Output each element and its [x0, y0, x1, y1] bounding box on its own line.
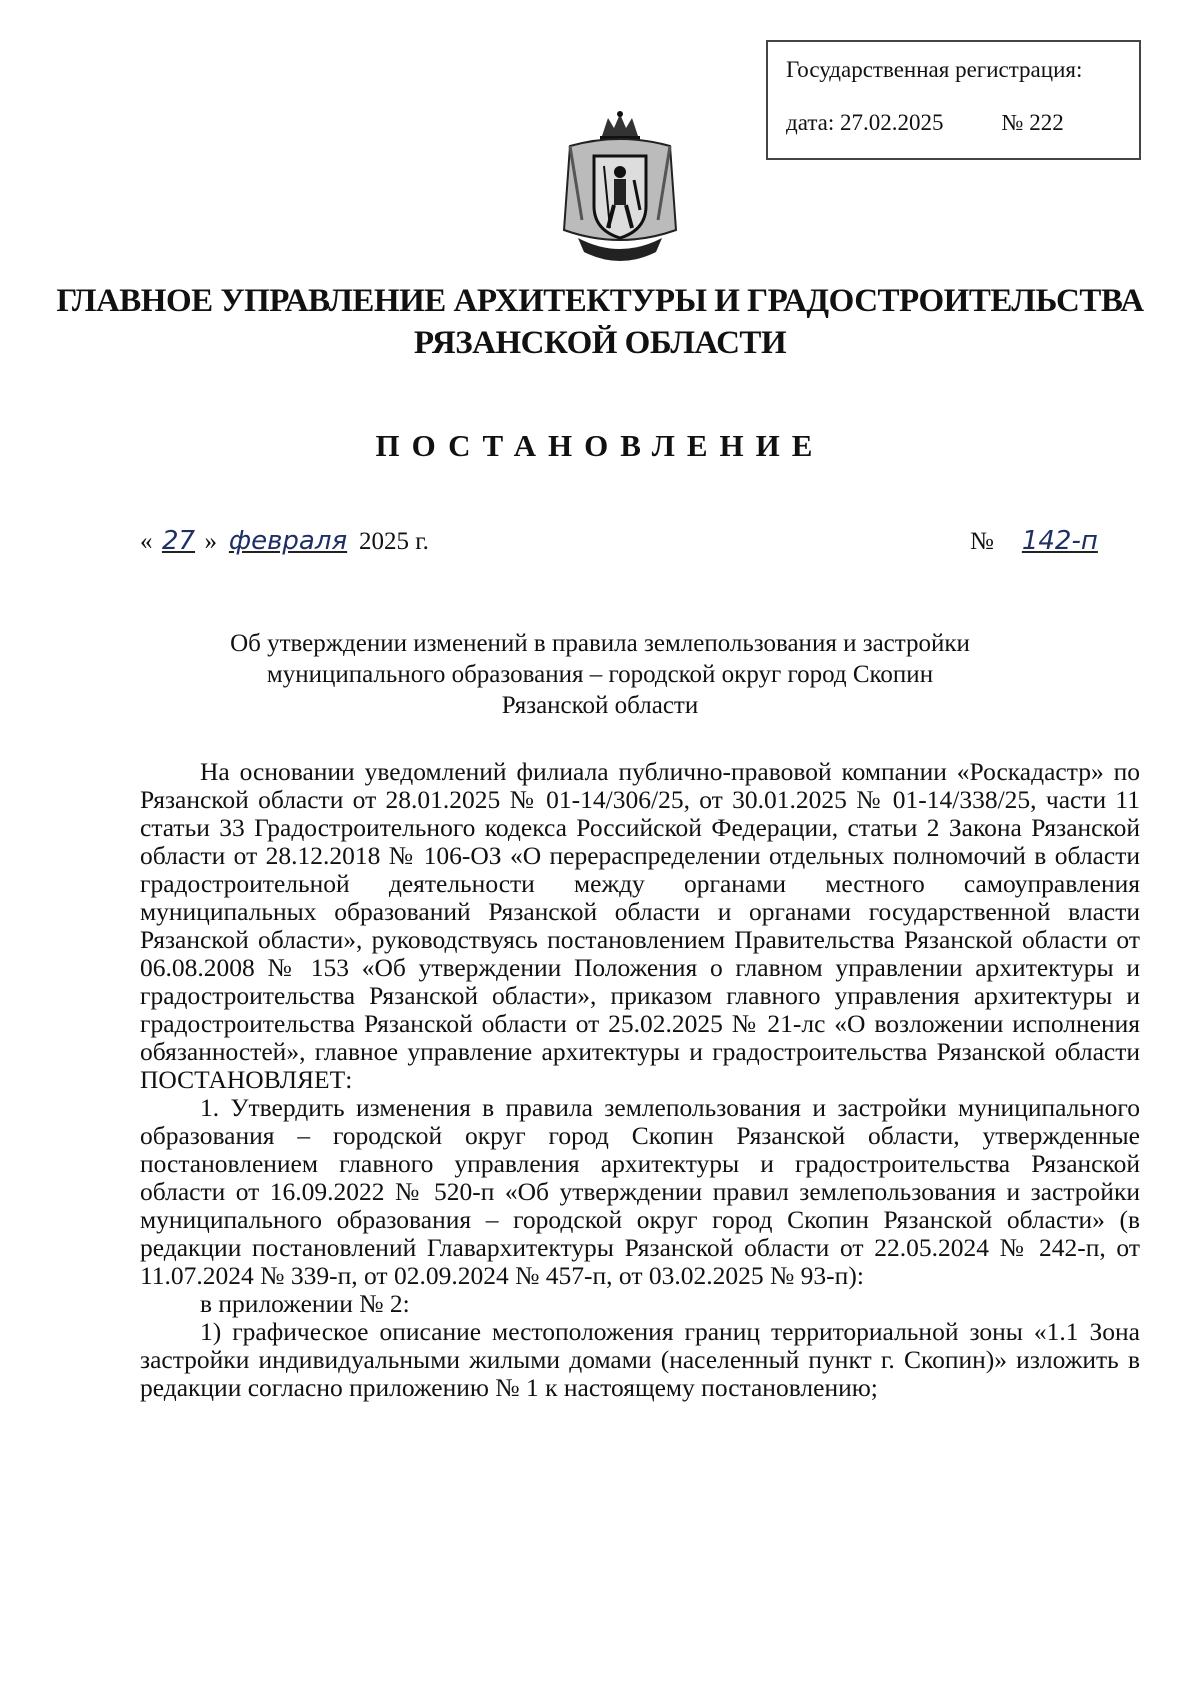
title-line2: муниципального образования – городской округ город Скопин [266, 661, 934, 688]
date-year: 2025 г. [359, 528, 429, 555]
title-line3: Рязанской области [501, 692, 699, 719]
number-label: № [970, 528, 994, 555]
registration-details [786, 111, 1139, 134]
item-1-paragraph: 1. Утвердить изменения в правила землепользования и застройки муниципального образования – городской округ город Скопин Рязанской области, утвержденные постановлением главного управления архитектуры и градостроительства Рязанской области от 16.09.2022 № 520-п «Об утверждении правил землепользования и застройки муниципального образования – городской округ город Скопин Рязанской области» (в редакции постановлений Главархитектуры Рязанской области от 22.05.2024 № 242-п, от 11.07.2024 № 339-п, от 02.09.2024 № 457-п, от 03.02.2025 № 93-п): [140, 1093, 1140, 1290]
document-title [140, 628, 1060, 721]
agency-name-line1: ГЛАВНОЕ УПРАВЛЕНИЕ АРХИТЕКТУРЫ И ГРАДОСТРОИТЕЛЬСТВА [56, 283, 1144, 319]
appendix-paragraph: в приложении № 2: [200, 1289, 410, 1318]
ryazan-coat-of-arms-icon [558, 110, 682, 270]
agency-name-line2: РЯЗАНСКОЙ ОБЛАСТИ [413, 325, 787, 361]
date-day-handwritten: 27 [161, 526, 196, 556]
date-month-handwritten: февраля [228, 526, 348, 556]
document-number [970, 526, 1118, 556]
document-date [140, 526, 429, 556]
registration-stamp [766, 40, 1141, 160]
document-type: ПОСТАНОВЛЕНИЕ [375, 428, 825, 463]
registration-number: № 222 [1001, 110, 1064, 135]
preamble-paragraph: На основании уведомлений филиала публично-правовой компании «Роскадастр» по Рязанской области от 28.01.2025 № 01-14/306/25, от 30.01.2025 № 01-14/338/25, части 11 статьи 33 Градостроительного кодекса Российской Федерации, статьи 2 Закона Рязанской области от 28.12.2018 № 106-ОЗ «О перераспределении отдельных полномочий в области градостроительной деятельности между органами местного самоуправления муниципальных образований Рязанской области и органами государственной власти Рязанской области», руководствуясь постановлением Правительства Рязанской области от 06.08.2008 № 153 «Об утверждении Положения о главном управлении архитектуры и градостроительства Рязанской области», приказом главного управления архитектуры и градостроительства Рязанской области от 25.02.2025 № 21-лс «О возложении исполнения обязанностей», главное управление архитектуры и градостроительства Рязанской области ПОСТАНОВЛЯЕТ: [140, 757, 1140, 1094]
title-line1: Об утверждении изменений в правила землепользования и застройки [230, 630, 970, 657]
subitem-1-paragraph: 1) графическое описание местоположения границ территориальной зоны «1.1 Зона застройки индивидуальными жилыми домами (населенный пункт г. Скопин)» изложить в редакции согласно приложению № 1 к настоящему постановлению; [140, 1317, 1140, 1402]
date-close-quote: » [204, 528, 217, 555]
registration-title: Государственная регистрация: [786, 57, 1083, 82]
number-handwritten: 142-п [1021, 526, 1098, 556]
date-open-quote: « [140, 528, 153, 555]
registration-date: дата: 27.02.2025 [786, 110, 944, 135]
document-body [140, 758, 1140, 1402]
agency-header [0, 280, 1200, 364]
